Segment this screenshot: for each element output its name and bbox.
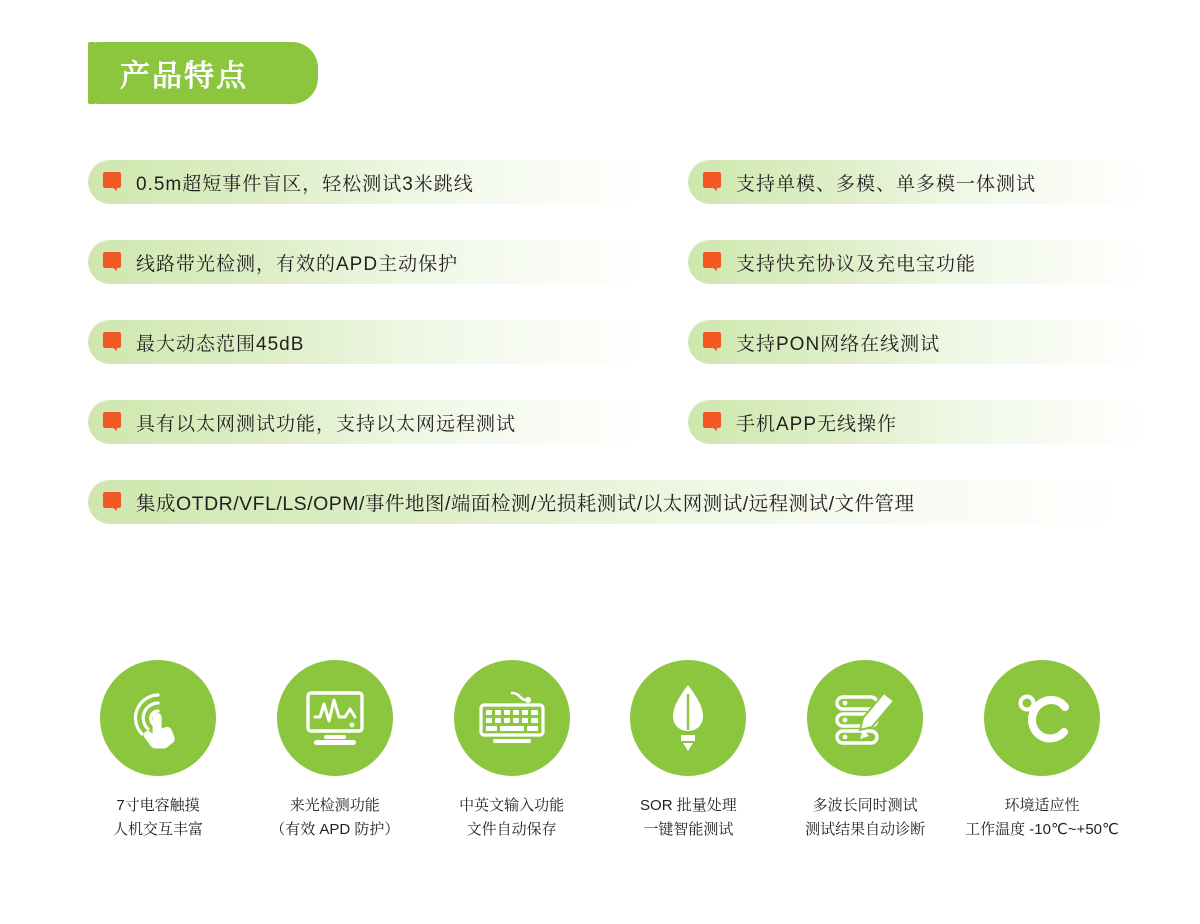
feature-item	[88, 240, 648, 284]
highlight-caption	[270, 794, 399, 842]
feature-item	[88, 400, 648, 444]
highlight-caption-line2: 测试结果自动诊断	[805, 821, 926, 838]
touch-hand-icon	[125, 685, 191, 751]
highlight-caption-line2: （有效 APD 防护）	[270, 821, 400, 838]
highlight-caption	[640, 794, 737, 842]
highlight-caption-line2: 工作温度 -10℃~+50℃	[965, 821, 1119, 838]
highlight-item	[608, 660, 768, 842]
highlight-icon-circle	[630, 660, 746, 776]
feature-label: 具有以太网测试功能，支持以太网远程测试	[136, 413, 517, 435]
feature-label: 最大动态范围45dB	[136, 333, 305, 355]
highlight-caption	[965, 794, 1119, 842]
highlight-icon-circle	[454, 660, 570, 776]
stacked-docs-pen-icon	[829, 687, 901, 749]
feature-label: 支持PON网络在线测试	[736, 333, 941, 355]
monitor-waveform-icon	[300, 687, 370, 749]
bullet-square-icon	[102, 330, 124, 354]
feature-item	[88, 160, 648, 204]
bullet-square-icon	[702, 250, 724, 274]
highlight-icon-circle	[984, 660, 1100, 776]
bullet-square-icon	[102, 490, 124, 514]
feature-item-full	[88, 480, 1128, 524]
leaf-pen-icon	[665, 683, 711, 753]
feature-item	[88, 320, 648, 364]
highlight-item	[78, 660, 238, 842]
page-title-badge	[88, 42, 318, 104]
highlights-strip	[78, 660, 1122, 842]
highlight-caption-line1: 多波长同时测试	[812, 797, 918, 814]
highlight-caption-line2: 文件自动保存	[466, 821, 557, 838]
highlight-item	[255, 660, 415, 842]
feature-label: 0.5m超短事件盲区，轻松测试3米跳线	[136, 173, 474, 195]
highlight-caption	[459, 794, 564, 842]
feature-label: 支持单模、多模、单多模一体测试	[736, 173, 1037, 195]
highlight-caption-line1: 环境适应性	[1004, 797, 1080, 814]
bullet-square-icon	[102, 170, 124, 194]
bullet-square-icon	[702, 330, 724, 354]
bullet-square-icon	[102, 250, 124, 274]
highlight-caption	[805, 794, 925, 842]
highlight-caption-line1: 7寸电容触摸	[116, 797, 200, 814]
highlight-item	[432, 660, 592, 842]
title-pill	[94, 42, 318, 104]
highlight-caption-line1: 来光检测功能	[289, 797, 380, 814]
highlight-caption-line1: 中英文输入功能	[459, 797, 565, 814]
temperature-celsius-icon	[1009, 687, 1075, 749]
page-title: 产品特点	[120, 60, 248, 93]
feature-item	[688, 240, 1148, 284]
highlight-caption	[113, 794, 203, 842]
highlight-caption-line2: 人机交互丰富	[112, 821, 203, 838]
highlight-icon-circle	[277, 660, 393, 776]
feature-label: 线路带光检测，有效的APD主动保护	[136, 253, 459, 275]
bullet-square-icon	[702, 410, 724, 434]
bullet-square-icon	[702, 170, 724, 194]
feature-item	[688, 400, 1148, 444]
highlight-item	[785, 660, 945, 842]
feature-item	[688, 320, 1148, 364]
keyboard-icon	[475, 689, 549, 747]
feature-label: 集成OTDR/VFL/LS/OPM/事件地图/端面检测/光损耗测试/以太网测试/远程测试/文件管理	[136, 493, 915, 515]
highlight-caption-line1: SOR 批量处理	[640, 797, 737, 814]
highlight-icon-circle	[100, 660, 216, 776]
highlight-icon-circle	[807, 660, 923, 776]
bullet-square-icon	[102, 410, 124, 434]
feature-item	[688, 160, 1148, 204]
feature-label: 手机APP无线操作	[736, 413, 898, 435]
feature-label: 支持快充协议及充电宝功能	[736, 253, 977, 275]
highlight-caption-line2: 一键智能测试	[643, 821, 734, 838]
highlight-item	[962, 660, 1122, 842]
